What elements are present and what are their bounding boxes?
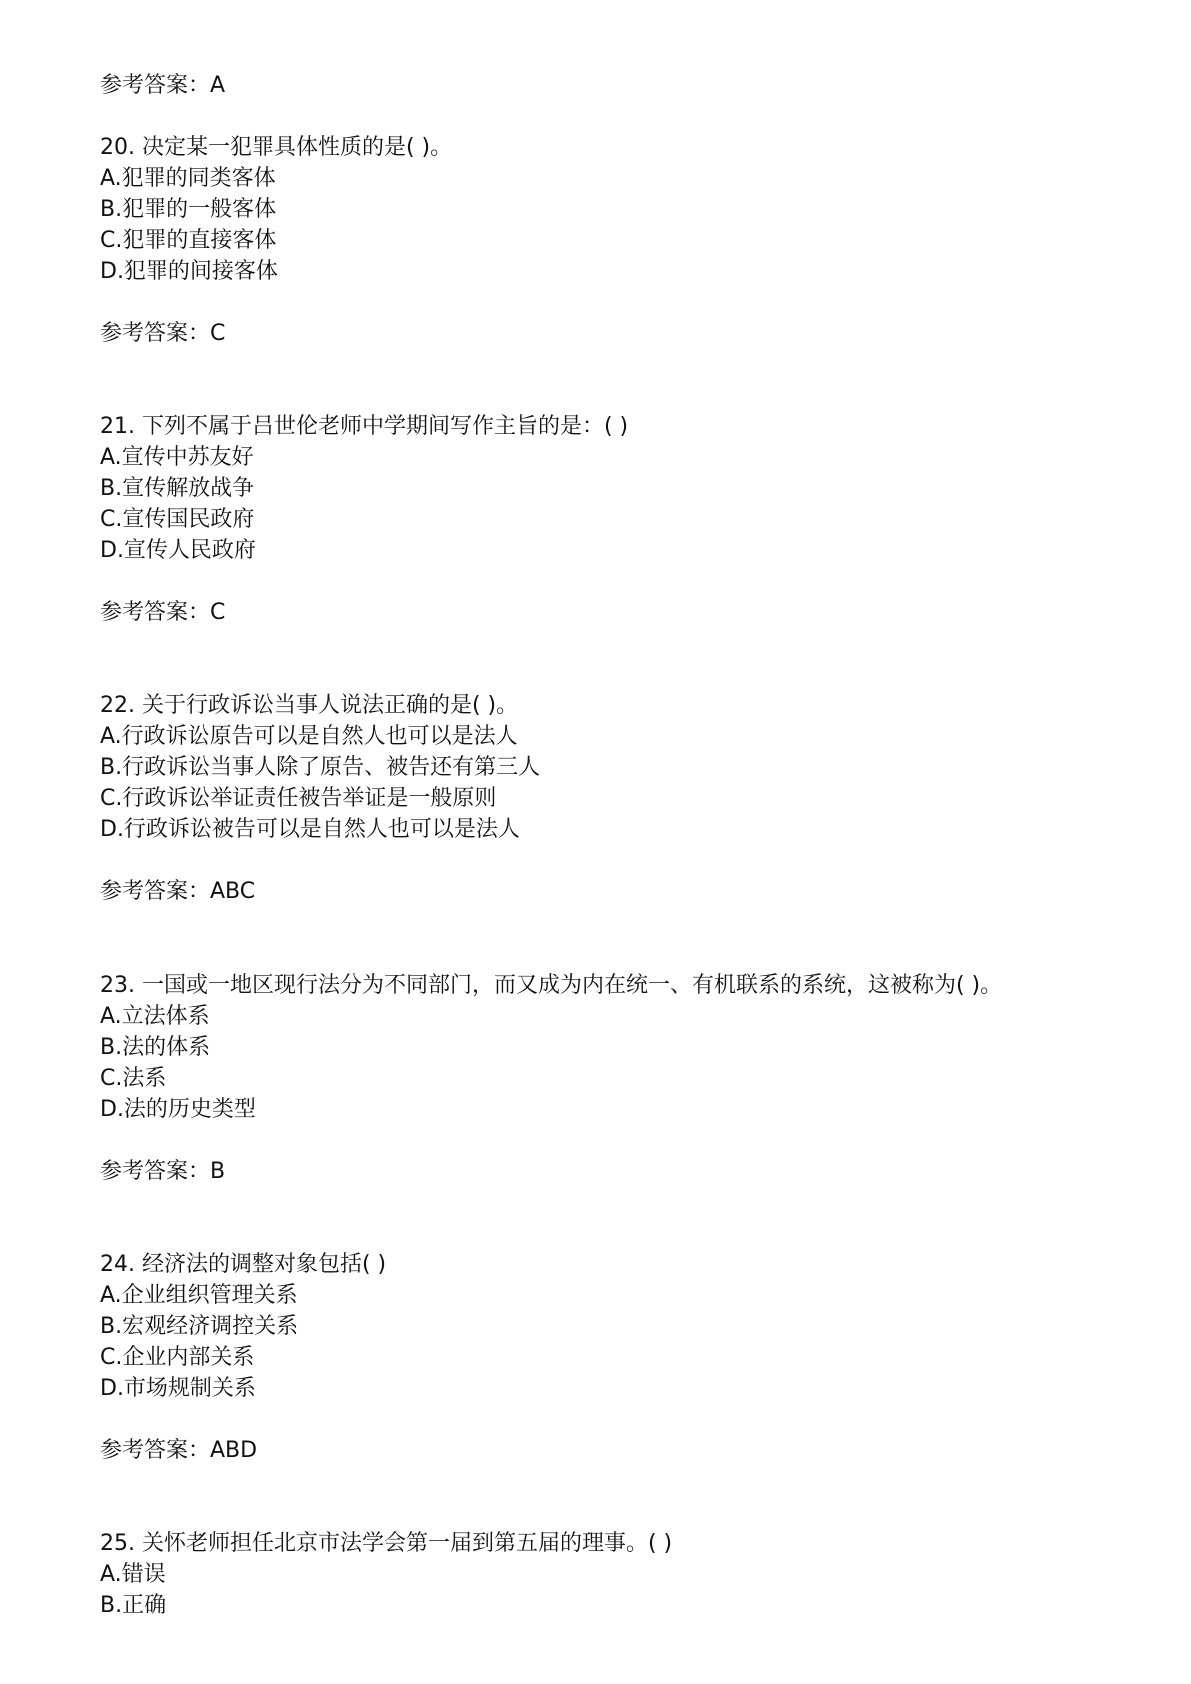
option-a: A.错误 xyxy=(100,1562,166,1587)
option-d: D.法的历史类型 xyxy=(100,1097,256,1122)
option-c: C.犯罪的直接客体 xyxy=(100,228,277,253)
option-d: D.犯罪的间接客体 xyxy=(100,259,278,284)
question-stem: 21. 下列不属于吕世伦老师中学期间写作主旨的是：( ) xyxy=(100,414,629,439)
option-a: A.企业组织管理关系 xyxy=(100,1283,298,1308)
option-c: C.企业内部关系 xyxy=(100,1345,255,1370)
question-stem: 23. 一国或一地区现行法分为不同部门，而又成为内在统一、有机联系的系统，这被称为( )。 xyxy=(100,973,1003,998)
option-c: C.法系 xyxy=(100,1066,167,1091)
answer: 参考答案：C xyxy=(100,600,226,625)
option-d: D.行政诉讼被告可以是自然人也可以是法人 xyxy=(100,817,520,842)
answer: 参考答案：ABC xyxy=(100,879,256,904)
option-b: B.犯罪的一般客体 xyxy=(100,197,277,222)
answer: 参考答案：B xyxy=(100,1159,226,1184)
question-stem: 25. 关怀老师担任北京市法学会第一届到第五届的理事。( ) xyxy=(100,1531,673,1556)
answer: 参考答案：C xyxy=(100,321,226,346)
option-d: D.宣传人民政府 xyxy=(100,538,256,563)
answer: 参考答案：ABD xyxy=(100,1438,258,1463)
option-a: A.行政诉讼原告可以是自然人也可以是法人 xyxy=(100,724,518,749)
question-stem: 22. 关于行政诉讼当事人说法正确的是( )。 xyxy=(100,693,519,718)
option-b: B.正确 xyxy=(100,1593,167,1618)
option-a: A.宣传中苏友好 xyxy=(100,445,254,470)
option-b: B.行政诉讼当事人除了原告、被告还有第三人 xyxy=(100,755,541,780)
question-stem: 20. 决定某一犯罪具体性质的是( )。 xyxy=(100,135,453,160)
option-a: A.立法体系 xyxy=(100,1004,210,1029)
option-c: C.宣传国民政府 xyxy=(100,507,255,532)
option-d: D.市场规制关系 xyxy=(100,1376,256,1401)
option-a: A.犯罪的同类客体 xyxy=(100,166,276,191)
answer-q19: 参考答案：A xyxy=(100,73,226,98)
question-stem: 24. 经济法的调整对象包括( ) xyxy=(100,1252,387,1277)
option-c: C.行政诉讼举证责任被告举证是一般原则 xyxy=(100,786,497,811)
option-b: B.宣传解放战争 xyxy=(100,476,255,501)
option-b: B.法的体系 xyxy=(100,1035,211,1060)
option-b: B.宏观经济调控关系 xyxy=(100,1314,299,1339)
